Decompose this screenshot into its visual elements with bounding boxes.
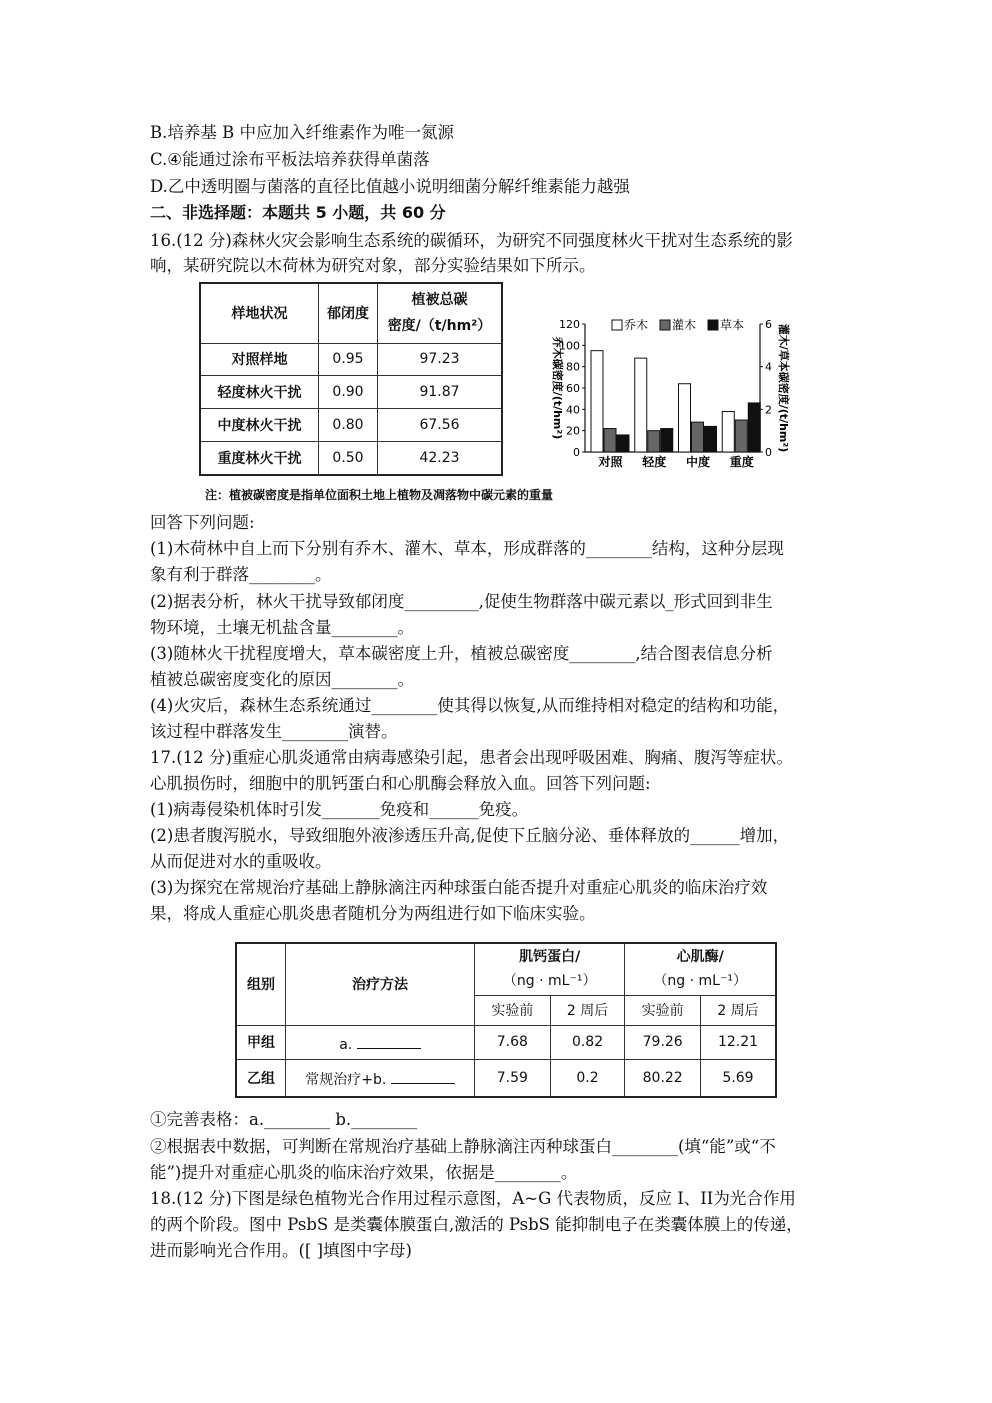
section-heading: 二、非选择题：本题共 5 小题，共 60 分 (150, 203, 446, 222)
q18-stem-1: 18.(12 分)下图是绿色植物光合作用过程示意图，A~G 代表物质，反应 I、II为光合作用 (150, 1189, 796, 1208)
q17-part3-cont: 果，将成人重症心肌炎患者随机分为两组进行如下临床实验。 (150, 904, 596, 923)
x-tick-label: 重度 (729, 455, 754, 469)
y-tick-label-left: 20 (566, 424, 580, 438)
table-cell: 0.80 (319, 409, 378, 442)
y-axis-label-right: 灌木/草本碳密度/(t/hm²) (777, 323, 790, 453)
q16-stem-1: 16.(12 分)森林火灾会影响生态系统的碳循环，为研究不同强度林火干扰对生态系统的影 (150, 231, 793, 250)
q16-part1-cont: 象有利于群落________。 (150, 565, 332, 584)
q16-part3-cont: 植被总碳密度变化的原因________。 (150, 670, 414, 689)
table-cell: 67.56 (378, 409, 503, 442)
legend-swatch (660, 320, 670, 330)
table2-header-group: 组别 (236, 943, 286, 1025)
y-tick-label-right: 0 (765, 446, 772, 459)
y-tick-label-left: 100 (559, 339, 580, 353)
q17-part2: (2)患者腹泻脱水，导致细胞外液渗透压升高,促使下丘脑分泌、垂体释放的______增加， (150, 826, 790, 845)
legend-swatch (612, 320, 622, 330)
y-tick-label-left: 80 (566, 360, 580, 374)
table-row (236, 1025, 776, 1060)
table-row (200, 343, 502, 376)
table-cell: 42.23 (378, 441, 503, 475)
table2-header-enzyme (625, 943, 776, 995)
blank-line (391, 1067, 455, 1084)
table-cell: 0.2 (550, 1060, 625, 1097)
table-cell: 12.21 (701, 1025, 777, 1060)
bar-草本-对照 (617, 435, 629, 452)
option-d: D.乙中透明圈与菌落的直径比值越小说明细菌分解纤维素能力越强 (150, 177, 630, 196)
legend-label: 乔木 (624, 318, 649, 332)
table-cell: 0.82 (550, 1025, 625, 1060)
table2-header-enzyme-before: 实验前 (625, 995, 701, 1025)
q16-part2-cont: 物环境，土壤无机盐含量________。 (150, 618, 414, 637)
option-c: C.④能通过涂布平板法培养获得单菌落 (150, 150, 430, 169)
y-tick-label-right: 2 (765, 403, 772, 417)
y-tick-label-left: 0 (573, 446, 580, 459)
bar-灌木-轻度 (648, 431, 660, 452)
table-cell: 0.50 (319, 441, 378, 475)
table2-troponin-unit: （ng · mL⁻¹） (502, 973, 597, 990)
q16-part3: (3)随林火干扰程度增大，草本碳密度上升，植被总碳密度________,结合图表信息分析 (150, 644, 773, 663)
legend-label: 草本 (720, 318, 745, 332)
carbon-density-bar-chart (540, 312, 790, 472)
table2-enzyme-label: 心肌酶/ (676, 949, 724, 966)
q17-part3-fill: ①完善表格：a.________ b.________ (150, 1110, 418, 1129)
bar-乔木-对照 (591, 351, 603, 452)
y-tick-label-left: 120 (559, 318, 580, 331)
instructions: 回答下列问题: (150, 513, 255, 532)
x-tick-label: 中度 (685, 455, 711, 469)
y-tick-label-right: 6 (765, 318, 772, 331)
q17-stem-1: 17.(12 分)重症心肌炎通常由病毒感染引起，患者会出现呼吸困难、胸痛、腹泻等症状。 (150, 748, 793, 767)
bar-草本-重度 (748, 403, 760, 452)
table-cell: 0.95 (319, 343, 378, 376)
table1-header-canopy: 郁闭度 (319, 283, 378, 343)
q18-stem-3: 进而影响光合作用。([ ]填图中字母) (150, 1241, 412, 1260)
method-label: a. (339, 1036, 353, 1053)
q16-part4: (4)火灾后，森林生态系统通过________使其得以恢复,从而维持相对稳定的结构和功能， (150, 696, 790, 715)
table2-enzyme-unit: （ng · mL⁻¹） (653, 973, 747, 990)
blank-line (357, 1032, 421, 1049)
y-tick-label-right: 4 (765, 360, 772, 374)
table-cell: 轻度林火干扰 (200, 376, 319, 409)
table-cell: 97.23 (378, 343, 503, 376)
table-cell: 对照样地 (200, 343, 319, 376)
table-row (200, 441, 502, 475)
q17-part2-cont: 从而促进对水的重吸收。 (150, 852, 332, 871)
vegetation-carbon-table (199, 282, 503, 476)
table-cell: 7.68 (475, 1025, 551, 1060)
table2-header-enzyme-after: 2 周后 (701, 995, 777, 1025)
option-b: B.培养基 B 中应加入纤维素作为唯一氮源 (150, 123, 454, 142)
table-row (200, 376, 502, 409)
table2-header-troponin-after: 2 周后 (550, 995, 625, 1025)
table-cell: 80.22 (625, 1060, 701, 1097)
table-cell: 0.90 (319, 376, 378, 409)
q18-stem-2: 的两个阶段。图中 PsbS 是类囊体膜蛋白,激活的 PsbS 能抑制电子在类囊体膜上的传递， (150, 1215, 803, 1234)
legend-label: 灌木 (672, 318, 697, 332)
table-cell (286, 1060, 475, 1097)
q16-part4-cont: 该过程中群落发生________演替。 (150, 722, 398, 741)
table-cell (286, 1025, 475, 1060)
bar-乔木-重度 (722, 411, 734, 452)
table-cell: 重度林火干扰 (200, 441, 319, 475)
bar-灌木-中度 (692, 422, 704, 452)
table-cell: 5.69 (701, 1060, 777, 1097)
table2-header-method: 治疗方法 (286, 943, 475, 1025)
table-note: 注：植被碳密度是指单位面积土地上植物及凋落物中碳元素的重量 (205, 488, 554, 502)
bar-乔木-中度 (679, 384, 691, 452)
bar-乔木-轻度 (635, 358, 647, 452)
table-cell: 7.59 (475, 1060, 551, 1097)
bar-草本-轻度 (661, 429, 673, 452)
table-row (200, 409, 502, 442)
q16-part2: (2)据表分析，林火干扰导致郁闭度_________,促使生物群落中碳元素以_形式回到非生 (150, 592, 773, 611)
q17-part3-judge: ②根据表中数据，可判断在常规治疗基础上静脉滴注丙种球蛋白________(填“能”或“不 (150, 1137, 776, 1156)
method-label: 常规治疗+b. (305, 1072, 387, 1089)
table-cell: 乙组 (236, 1060, 286, 1097)
y-tick-label-left: 40 (566, 403, 580, 417)
q17-part1: (1)病毒侵染机体时引发_______免疫和______免疫。 (150, 800, 529, 819)
table-cell: 甲组 (236, 1025, 286, 1060)
table1-header-carbon-line1: 植被总碳 (411, 292, 468, 309)
clinical-trial-table (235, 942, 777, 1098)
table-cell: 中度林火干扰 (200, 409, 319, 442)
y-tick-label-left: 60 (566, 382, 580, 395)
q17-stem-2: 心肌损伤时，细胞中的肌钙蛋白和心肌酶会释放入血。回答下列问题: (150, 774, 651, 793)
bar-灌木-重度 (735, 420, 747, 452)
table1-header-carbon-line2: 密度/（t/hm²） (387, 318, 492, 335)
table2-troponin-label: 肌钙蛋白/ (519, 949, 581, 966)
y-axis-label-left: 乔木碳密度/(t/hm²) (551, 336, 564, 440)
table-cell: 91.87 (378, 376, 503, 409)
q16-part1: (1)木荷林中自上而下分别有乔木、灌木、草本，形成群落的________结构，这种分层现 (150, 539, 784, 558)
table1-header-carbon (378, 283, 503, 343)
x-tick-label: 对照 (598, 455, 623, 469)
table1-header-site: 样地状况 (200, 283, 319, 343)
q17-part3-judge-cont: 能”)提升对重症心肌炎的临床治疗效果，依据是________。 (150, 1163, 578, 1182)
legend-swatch (708, 320, 718, 330)
table2-header-troponin-before: 实验前 (475, 995, 551, 1025)
table2-header-troponin (475, 943, 625, 995)
bar-灌木-对照 (604, 429, 616, 452)
q16-stem-2: 响，某研究院以木荷林为研究对象，部分实验结果如下所示。 (150, 256, 596, 275)
table-row (236, 1060, 776, 1097)
table-cell: 79.26 (625, 1025, 701, 1060)
x-tick-label: 轻度 (642, 455, 667, 469)
bar-草本-中度 (705, 426, 717, 452)
q17-part3: (3)为探究在常规治疗基础上静脉滴注丙种球蛋白能否提升对重症心肌炎的临床治疗效 (150, 878, 768, 897)
